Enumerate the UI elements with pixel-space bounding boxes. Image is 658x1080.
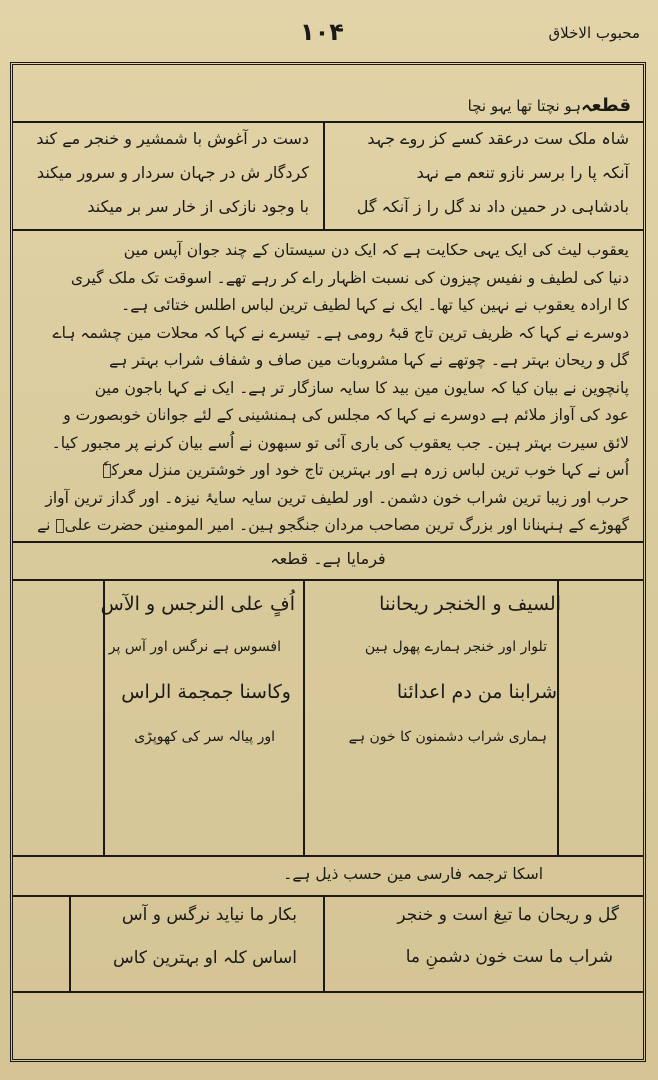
divider [13,895,643,897]
divider [13,121,643,123]
story-line: دوسرے نے کہا کہ ظریف ترین تاج قبۂ رومی ہے۔ تیسرے نے کہا کہ محلات مین چشمہ ہاے [52,323,629,342]
divider [13,991,643,993]
story-line: اُس نے کہا خوب ترین لباس زرہ ہے اور بہترین تاج خود اور خوشترین منزل معرکہٗ [102,461,629,479]
verse-left-1: دست در آغوش با شمشیر و خنجر مے کند [36,129,309,148]
qita-title: قطعہ [580,95,631,116]
story-line: گل و ریحان بہتر ہے۔ چوتھے نے کہا مشروبات مین صاف و شفاف شراب بہتر ہے [109,351,629,369]
page-header [0,18,658,58]
story-line: یعقوب لیث کی ایک یہی حکایت ہے کہ ایک دن سیستان کے چند جوان آپس مین [123,241,629,259]
persian-left-2: اساس کلہ او بہترین کاس [112,948,297,968]
story-paragraph [25,237,629,540]
persian-left-1: بکار ما نیاید نرگس و آس [121,905,297,925]
arabic-right-1: السیف و الخنجر ریحاننا [379,593,561,615]
urdu-left-1: افسوس ہے نرگس اور آس پر [108,639,281,655]
urdu-right-2: ہماری شراب دشمنون کا خون ہے [348,729,547,745]
translation-intro: اسکا ترجمہ فارسی مین حسب ذیل ہے۔ [283,865,543,883]
margin-line-right [557,579,559,855]
column-divider [303,579,305,855]
page-number: ۱۰۴ [300,18,344,46]
margin-line-left [103,579,105,855]
column-divider [323,121,325,229]
divider [13,229,643,231]
story-line: گھوڑے کے ہنہنانا اور بزرگ ترین مصاحب مردان جنگجو ہین۔ امیر المومنین حضرت علیؑ نے [37,516,629,534]
persian-right-1: گل و ریحان ما تیغ است و خنجر [397,905,619,925]
margin-line-left [69,895,71,991]
urdu-right-1: تلوار اور خنجر ہمارے پھول ہین [364,639,547,655]
story-line: حرب اور زیبا ترین شراب خون دشمن۔ اور لطیف ترین سایہ سایۂ نیزہ۔ اور گداز ترین آواز [45,488,629,507]
story-line: عود کی آواز ملائم ہے دوسرے نے کہا کہ مجلس کی ہمنشینی کے لئے جوانان خوبصورت و [63,406,629,424]
urdu-left-2: اور پیالہ سر کی کھوپڑی [134,729,275,745]
story-line: لائق سیرت بہتر ہین۔ جب یعقوب کی باری آئی تو سبھون نے اُسے بیان کرنے پر مجبور کیا۔ [51,433,629,452]
story-line: کا ارادہ یعقوب نے نہین کیا تھا۔ ایک نے کہا لطیف ترین لباس اطلس ختائی ہے۔ [121,296,629,314]
column-divider [323,895,325,991]
arabic-left-2: وکاسنا جمجمة الراس [121,681,291,703]
divider [13,541,643,543]
verse-left-3: با وجود نازکی از خار سر بر میکند [87,197,309,216]
divider [13,579,643,581]
verse-right-1: شاہ ملک ست درعقد کسے کز روے جہد [367,129,629,148]
arabic-right-2: شرابنا من دم اعدائنا [396,681,557,703]
divider [13,855,643,857]
qita-title-lead: ہو نچتا تھا یہو نچا [467,97,581,115]
qita2-heading: فرمایا ہے۔ قطعہ [270,549,386,568]
verse-right-2: آنکہ پا را برسر نازو تنعم مے نہد [416,163,629,182]
persian-right-2: شراب ما ست خون دشمنِ ما [405,947,613,967]
arabic-left-1: اُفٍ علی النرجس و الآس [100,593,295,615]
book-title: محبوب الاخلاق [548,24,640,42]
story-line: پانچوین نے بیان کیا کہ سایون مین بید کا سایہ سازگار تر ہے۔ ایک نے کہا باجون مین [94,378,629,397]
verse-right-3: بادشاہی در حمین داد ند گل را ز آنکہ گل [356,197,629,216]
story-line: دنیا کی لطیف و نفیس چیزون کی نسبت اظہار راے کر رہے تھے۔ اسوقت تک ملک گیری [70,268,629,287]
text-frame [10,62,646,1062]
verse-left-2: کردگار ش در جہان سردار و سرور میکند [36,163,309,182]
